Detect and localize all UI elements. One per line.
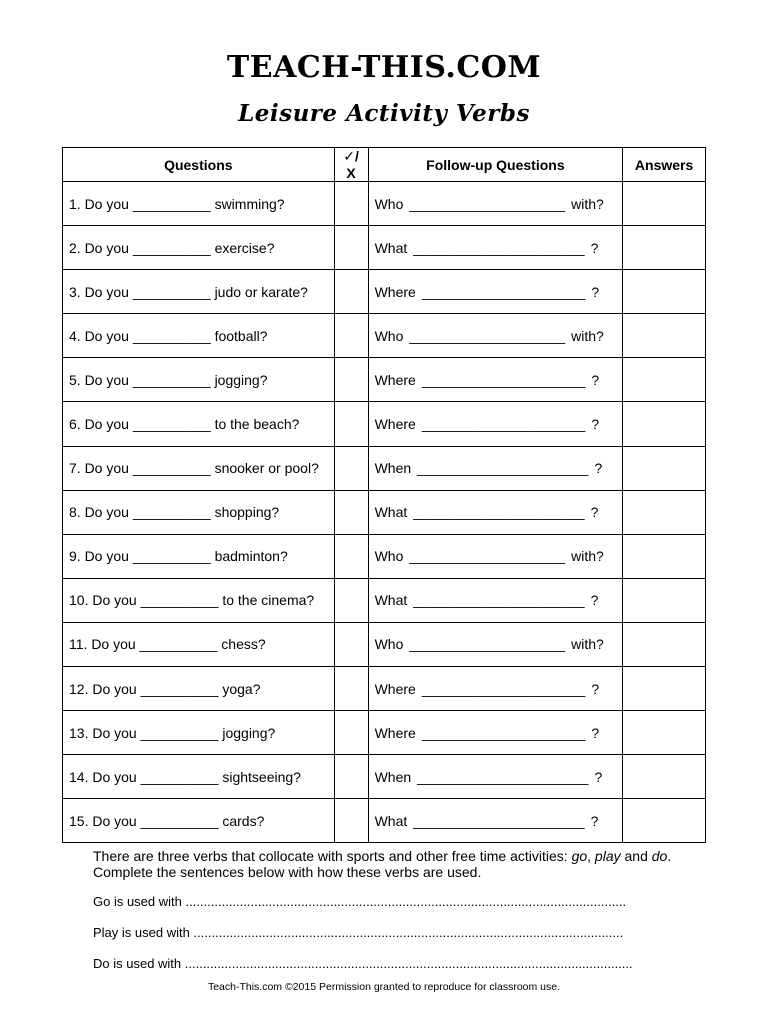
- answer-cell[interactable]: [623, 490, 706, 534]
- follow-up-blank[interactable]: ______________________: [417, 768, 589, 785]
- check-cell[interactable]: [334, 534, 368, 578]
- answer-cell[interactable]: [623, 622, 706, 666]
- follow-up-cell: [368, 314, 623, 358]
- follow-up-blank[interactable]: ____________________: [409, 636, 566, 653]
- follow-up-cell: [368, 182, 623, 226]
- table-row: [63, 534, 706, 578]
- table-row: [63, 667, 706, 711]
- answer-cell[interactable]: [623, 270, 706, 314]
- verb-go: go: [571, 848, 588, 864]
- check-cell[interactable]: [334, 314, 368, 358]
- table-row: [63, 446, 706, 490]
- header-questions: Questions: [63, 148, 335, 182]
- follow-up-end: ?: [590, 239, 599, 256]
- follow-up-word: When: [374, 460, 412, 477]
- question-cell: 15. Do you __________ cards?: [63, 799, 335, 843]
- fill-line-play: Play is used with .......................................................................................................................: [93, 925, 624, 940]
- answer-cell[interactable]: [623, 402, 706, 446]
- worksheet-title: Leisure Activity Verbs: [238, 100, 530, 127]
- verb-do: do: [651, 848, 668, 864]
- check-cell[interactable]: [334, 622, 368, 666]
- instructions-lead: There are three verbs that collocate with sports and other free time activities:: [93, 848, 572, 864]
- follow-up-word: Who: [374, 548, 404, 565]
- follow-up-blank[interactable]: _____________________: [421, 371, 586, 388]
- question-cell: 5. Do you __________ jogging?: [63, 358, 335, 402]
- table-row: [63, 270, 706, 314]
- follow-up-end: with?: [571, 195, 604, 212]
- table-row: [63, 182, 706, 226]
- header-check: ✓/ X: [334, 148, 368, 182]
- answer-cell[interactable]: [623, 711, 706, 755]
- check-cell[interactable]: [334, 270, 368, 314]
- follow-up-blank[interactable]: ____________________: [409, 327, 566, 344]
- table-row: [63, 799, 706, 843]
- table-header-row: [63, 148, 706, 182]
- footer: Teach-This.com ©2015 Permission granted to reproduce for classroom use.: [207, 981, 561, 993]
- fill-line-do: Do is used with ............................................................................................................................: [93, 956, 633, 971]
- follow-up-blank[interactable]: ____________________: [409, 195, 566, 212]
- header-answers: Answers: [623, 148, 706, 182]
- follow-up-blank[interactable]: ______________________: [417, 460, 589, 477]
- follow-up-end: ?: [590, 812, 599, 829]
- question-cell: 9. Do you __________ badminton?: [63, 534, 335, 578]
- follow-up-end: ?: [591, 724, 600, 741]
- follow-up-end: ?: [594, 768, 603, 785]
- table-row: [63, 314, 706, 358]
- answer-cell[interactable]: [623, 226, 706, 270]
- follow-up-word: What: [374, 504, 408, 521]
- follow-up-cell: [368, 358, 623, 402]
- follow-up-cell: [368, 799, 623, 843]
- check-cell[interactable]: [334, 226, 368, 270]
- question-cell: 4. Do you __________ football?: [63, 314, 335, 358]
- follow-up-end: ?: [591, 283, 600, 300]
- answer-cell[interactable]: [623, 314, 706, 358]
- instructions-and: and: [620, 848, 652, 864]
- follow-up-end: ?: [594, 460, 603, 477]
- follow-up-word: Who: [374, 195, 404, 212]
- worksheet-table: [62, 147, 706, 843]
- question-cell: 8. Do you __________ shopping?: [63, 490, 335, 534]
- check-cell[interactable]: [334, 578, 368, 622]
- check-cell[interactable]: [334, 667, 368, 711]
- follow-up-end: ?: [590, 592, 599, 609]
- follow-up-word: Where: [374, 416, 416, 433]
- instructions: [93, 848, 713, 880]
- follow-up-cell: [368, 446, 623, 490]
- follow-up-blank[interactable]: ____________________: [409, 548, 566, 565]
- check-cell[interactable]: [334, 799, 368, 843]
- follow-up-cell: [368, 490, 623, 534]
- follow-up-end: with?: [571, 327, 604, 344]
- follow-up-blank[interactable]: _____________________: [421, 416, 586, 433]
- check-cell[interactable]: [334, 182, 368, 226]
- follow-up-word: Who: [374, 327, 404, 344]
- follow-up-cell: [368, 226, 623, 270]
- table-row: [63, 755, 706, 799]
- instructions-end: .: [667, 848, 672, 864]
- answer-cell[interactable]: [623, 534, 706, 578]
- check-cell[interactable]: [334, 402, 368, 446]
- follow-up-end: with?: [571, 636, 604, 653]
- follow-up-cell: [368, 402, 623, 446]
- follow-up-blank[interactable]: _____________________: [421, 283, 586, 300]
- question-cell: 14. Do you __________ sightseeing?: [63, 755, 335, 799]
- check-cell[interactable]: [334, 358, 368, 402]
- instructions-line2: Complete the sentences below with how these verbs are used.: [93, 864, 482, 880]
- fill-line-go: Go is used with ..........................................................................................................................: [93, 894, 627, 909]
- follow-up-word: When: [374, 768, 412, 785]
- follow-up-cell: [368, 755, 623, 799]
- table-row: [63, 622, 706, 666]
- follow-up-cell: [368, 534, 623, 578]
- follow-up-cell: [368, 578, 623, 622]
- question-cell: 2. Do you __________ exercise?: [63, 226, 335, 270]
- question-cell: 12. Do you __________ yoga?: [63, 667, 335, 711]
- verb-play: play: [594, 848, 621, 864]
- table-row: [63, 358, 706, 402]
- follow-up-end: ?: [590, 504, 599, 521]
- follow-up-word: Where: [374, 680, 416, 697]
- follow-up-blank[interactable]: ______________________: [413, 592, 585, 609]
- check-cell[interactable]: [334, 711, 368, 755]
- table-row: [63, 402, 706, 446]
- follow-up-word: What: [374, 812, 408, 829]
- follow-up-word: What: [374, 239, 408, 256]
- follow-up-word: Where: [374, 724, 416, 741]
- question-cell: 13. Do you __________ jogging?: [63, 711, 335, 755]
- follow-up-word: What: [374, 592, 408, 609]
- follow-up-word: Where: [374, 283, 416, 300]
- table-row: [63, 226, 706, 270]
- check-cell[interactable]: [334, 755, 368, 799]
- check-cell[interactable]: [334, 490, 368, 534]
- follow-up-blank[interactable]: _____________________: [421, 680, 586, 697]
- follow-up-blank[interactable]: _____________________: [421, 724, 586, 741]
- header-follow-up: Follow-up Questions: [368, 148, 623, 182]
- question-cell: 7. Do you __________ snooker or pool?: [63, 446, 335, 490]
- site-title: TEACH-THIS.COM: [226, 50, 542, 85]
- follow-up-blank[interactable]: ______________________: [413, 504, 585, 521]
- answer-cell[interactable]: [623, 182, 706, 226]
- follow-up-end: ?: [591, 416, 600, 433]
- table-row: [63, 490, 706, 534]
- answer-cell[interactable]: [623, 358, 706, 402]
- follow-up-cell: [368, 622, 623, 666]
- answer-cell[interactable]: [623, 446, 706, 490]
- follow-up-end: with?: [571, 548, 604, 565]
- question-cell: 11. Do you __________ chess?: [63, 622, 335, 666]
- follow-up-cell: [368, 667, 623, 711]
- follow-up-end: ?: [591, 680, 600, 697]
- answer-cell[interactable]: [623, 799, 706, 843]
- check-cell[interactable]: [334, 446, 368, 490]
- answer-cell[interactable]: [623, 578, 706, 622]
- follow-up-cell: [368, 270, 623, 314]
- follow-up-blank[interactable]: ______________________: [413, 239, 585, 256]
- instructions-sep: ,: [587, 848, 595, 864]
- table-row: [63, 711, 706, 755]
- follow-up-cell: [368, 711, 623, 755]
- answer-cell[interactable]: [623, 755, 706, 799]
- follow-up-end: ?: [591, 371, 600, 388]
- question-cell: 1. Do you __________ swimming?: [63, 182, 335, 226]
- question-cell: 6. Do you __________ to the beach?: [63, 402, 335, 446]
- question-cell: 10. Do you __________ to the cinema?: [63, 578, 335, 622]
- follow-up-word: Who: [374, 636, 404, 653]
- table-row: [63, 578, 706, 622]
- follow-up-blank[interactable]: ______________________: [413, 812, 585, 829]
- follow-up-word: Where: [374, 371, 416, 388]
- answer-cell[interactable]: [623, 667, 706, 711]
- question-cell: 3. Do you __________ judo or karate?: [63, 270, 335, 314]
